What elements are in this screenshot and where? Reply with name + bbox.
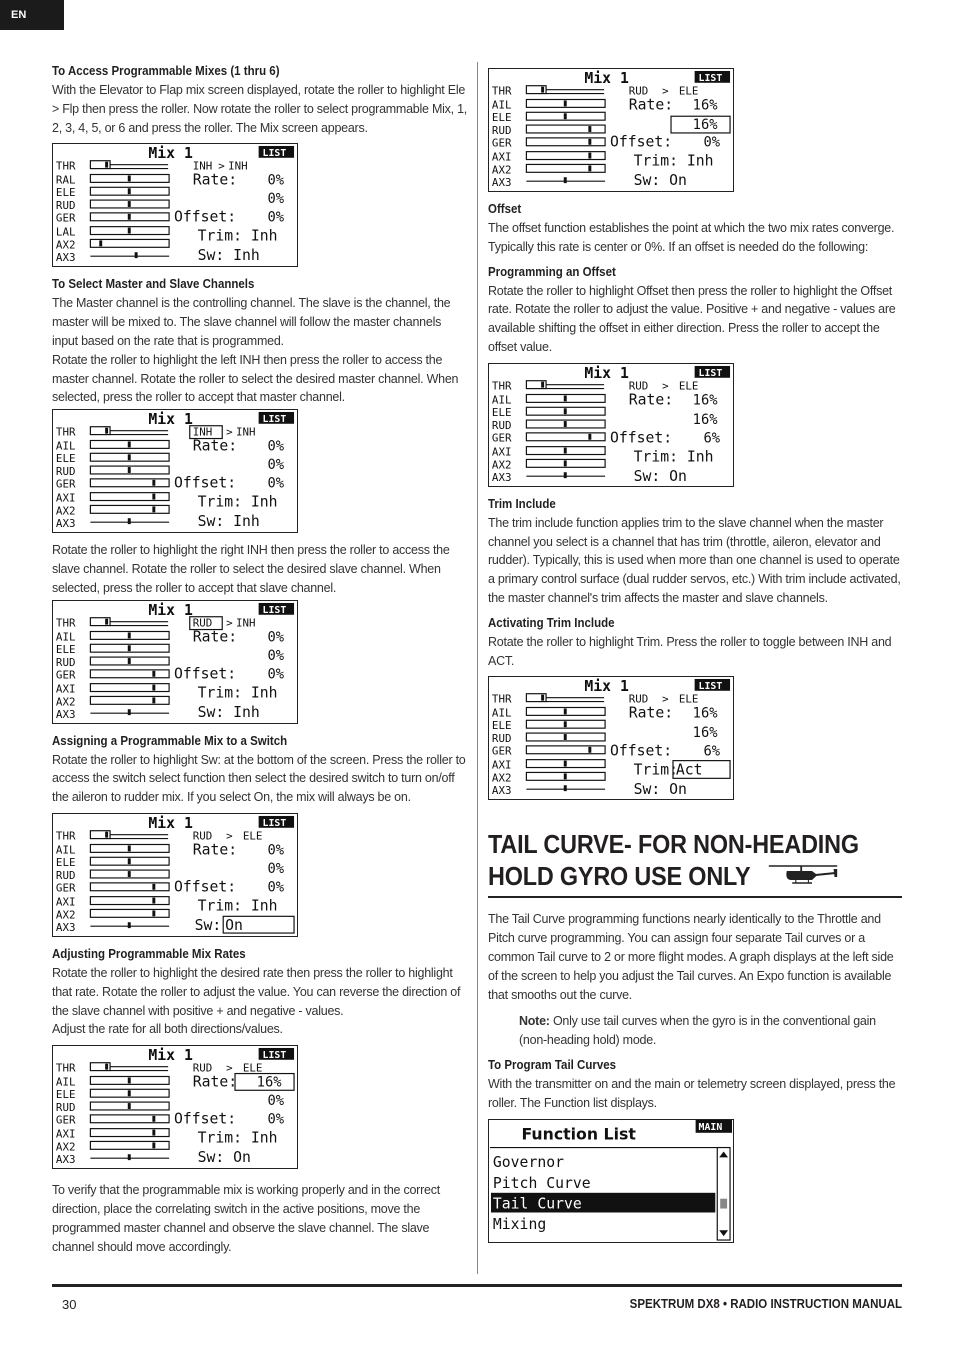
svg-text:AIL: AIL xyxy=(55,843,76,857)
svg-text:GER: GER xyxy=(491,745,512,759)
svg-text:LAL: LAL xyxy=(55,225,76,239)
mix-settings xyxy=(610,693,721,799)
svg-text:16%: 16% xyxy=(692,725,718,742)
svg-text:0%: 0% xyxy=(267,1111,285,1128)
programming-offset-text: Rotate the roller to highlight Offset then press the roller to highlight the Offset rate. Rotate the roller to adjust the value. Positive + and negative - values are available shifting the offset in either direction. Press the roller to accept the offset value. xyxy=(488,283,896,354)
svg-text:INH: INH xyxy=(236,616,256,630)
mix-screen-offset xyxy=(488,363,734,487)
channel-monitor xyxy=(492,379,512,483)
svg-text:Trim: Inh: Trim: Inh xyxy=(197,227,278,245)
svg-text:Offset:: Offset: xyxy=(174,878,237,896)
svg-text:RUD: RUD xyxy=(628,84,649,98)
helicopter-icon xyxy=(765,863,841,887)
svg-text:LIST: LIST xyxy=(262,817,287,829)
svg-text:INH: INH xyxy=(192,159,213,173)
svg-text:ELE: ELE xyxy=(678,84,699,98)
svg-text:16%: 16% xyxy=(692,117,718,134)
svg-text:LIST: LIST xyxy=(698,72,723,84)
svg-text:Offset:: Offset: xyxy=(610,133,673,151)
svg-text:RAL: RAL xyxy=(55,173,76,187)
channel-monitor xyxy=(56,616,76,721)
function-item-pitch-curve: Pitch Curve xyxy=(492,1174,591,1192)
svg-text:Offset:: Offset: xyxy=(174,1110,237,1128)
svg-text:16%: 16% xyxy=(256,1074,282,1091)
svg-text:Sw: On: Sw: On xyxy=(633,467,687,485)
mix-screen-slave-select xyxy=(52,600,298,724)
scroll-up-icon xyxy=(719,1151,728,1157)
svg-text:0%: 0% xyxy=(267,860,285,877)
svg-text:RUD: RUD xyxy=(55,199,76,213)
svg-text:>: > xyxy=(226,1061,233,1075)
svg-text:AX2: AX2 xyxy=(491,458,512,472)
svg-text:AX2: AX2 xyxy=(55,908,76,922)
tail-curve-text: The Tail Curve programming functions nearly identically to the Throttle and Pitch curve programming. You can assign four separate Tail curves or a common Tail curve to 2 or more flight modes. A graph displays at the left side of the screen to help you adjust the Tail curves. An Expo function is available that smooths out the curve. xyxy=(488,912,894,1002)
svg-text:ELE: ELE xyxy=(491,719,512,733)
svg-text:GER: GER xyxy=(491,136,512,150)
switch-heading: Assigning a Programmable Mix to a Switch xyxy=(52,733,288,748)
svg-text:ELE: ELE xyxy=(55,856,76,870)
svg-text:>: > xyxy=(218,159,225,173)
manual-title: SPEKTRUM DX8 • RADIO INSTRUCTION MANUAL xyxy=(629,1297,902,1311)
function-list-title: Function List xyxy=(521,1124,636,1144)
svg-text:16%: 16% xyxy=(692,97,718,114)
svg-text:AX2: AX2 xyxy=(491,771,512,785)
svg-text:AX2: AX2 xyxy=(55,238,76,252)
mix-screen-rate xyxy=(52,1045,298,1169)
svg-text:GER: GER xyxy=(55,1113,76,1127)
programming-offset-heading: Programming an Offset xyxy=(488,264,616,279)
svg-text:Mix 1: Mix 1 xyxy=(148,814,193,832)
svg-text:0%: 0% xyxy=(267,210,285,227)
svg-text:0%: 0% xyxy=(267,457,285,474)
verify-text: To verify that the programmable mix is working properly and in the correct direction, place the correlating switch in the active positions, move the programmed master channel and observe the slave channel. The slave channel should move accordingly. xyxy=(52,1183,440,1254)
main-tab: MAIN xyxy=(698,1121,723,1133)
svg-text:0%: 0% xyxy=(267,647,285,664)
svg-text:RUD: RUD xyxy=(55,655,76,669)
svg-text:Rate:: Rate: xyxy=(192,1073,238,1091)
svg-text:Offset:: Offset: xyxy=(174,474,237,492)
svg-text:0%: 0% xyxy=(267,666,285,683)
svg-text:ELE: ELE xyxy=(55,452,76,466)
svg-text:ELE: ELE xyxy=(491,405,512,419)
channel-monitor xyxy=(56,160,76,264)
svg-text:RUD: RUD xyxy=(491,732,512,746)
svg-text:0%: 0% xyxy=(267,879,285,896)
mix-screen-header xyxy=(584,70,730,87)
footer-rule xyxy=(52,1284,902,1287)
svg-text:>: > xyxy=(226,425,233,439)
svg-text:Offset:: Offset: xyxy=(610,429,673,447)
access-mixes-heading: To Access Programmable Mixes (1 thru 6) xyxy=(52,64,280,78)
offset-text: The offset function establishes the point at which the two mix rates converge. Typically this rate is center or 0%. If an offset is needed do the following: xyxy=(488,221,895,254)
svg-text:LIST: LIST xyxy=(698,367,723,379)
function-item-tail-curve: Tail Curve xyxy=(492,1195,582,1213)
tail-curve-heading xyxy=(488,828,862,892)
mix-screen-header xyxy=(584,678,730,695)
svg-text:Mix 1: Mix 1 xyxy=(148,410,193,428)
svg-text:AIL: AIL xyxy=(491,98,512,112)
svg-text:GER: GER xyxy=(55,881,76,895)
svg-text:>: > xyxy=(662,379,669,393)
svg-text:Sw: On: Sw: On xyxy=(633,781,687,799)
svg-text:0%: 0% xyxy=(267,172,285,189)
channel-monitor xyxy=(56,1062,76,1167)
svg-text:RUD: RUD xyxy=(55,465,76,479)
svg-text:AXI: AXI xyxy=(491,758,512,772)
svg-text:0%: 0% xyxy=(267,438,285,455)
svg-text:Trim:: Trim: xyxy=(633,761,679,779)
svg-text:Trim: Inh: Trim: Inh xyxy=(197,1129,278,1147)
svg-text:RUD: RUD xyxy=(55,868,76,882)
svg-text:AX2: AX2 xyxy=(491,163,512,177)
svg-text:GER: GER xyxy=(491,431,512,445)
svg-text:THR: THR xyxy=(55,1061,76,1075)
svg-text:Mix 1: Mix 1 xyxy=(148,145,193,163)
tail-curve-note xyxy=(488,1012,904,1050)
svg-text:AX3: AX3 xyxy=(55,707,76,721)
svg-text:RUD: RUD xyxy=(628,379,649,393)
scroll-thumb xyxy=(720,1198,727,1208)
svg-text:16%: 16% xyxy=(692,705,718,722)
svg-text:RUD: RUD xyxy=(491,418,512,432)
svg-text:ELE: ELE xyxy=(242,829,263,843)
svg-text:LIST: LIST xyxy=(262,148,287,160)
svg-text:>: > xyxy=(226,616,233,630)
mix-screen-rates-both xyxy=(488,68,734,192)
svg-text:Trim: Inh: Trim: Inh xyxy=(633,152,714,170)
switch-text: Rotate the roller to highlight Sw: at the bottom of the screen. Press the roller to access the switch select function then select the desired switch to turn on/off the aileron to rudder mix. If you select On, the mix will always be on. xyxy=(52,752,466,805)
scroll-down-icon xyxy=(719,1230,728,1236)
svg-text:Sw: On: Sw: On xyxy=(197,1149,251,1167)
svg-text:Rate:: Rate: xyxy=(192,171,238,189)
svg-text:AIL: AIL xyxy=(55,439,76,453)
master-slave-text-2: Rotate the roller to highlight the left INH then press the roller to access the master channel. Rotate the roller to select the desired master channel. When selected, press the roller to accept that master channel. xyxy=(52,352,459,405)
channel-monitor xyxy=(56,830,76,935)
heading-rule xyxy=(488,896,902,898)
mix-screen-header xyxy=(148,815,294,832)
svg-text:ELE: ELE xyxy=(55,642,76,656)
svg-text:Trim: Inh: Trim: Inh xyxy=(197,683,278,701)
mix-settings xyxy=(174,616,285,721)
svg-text:Trim: Inh: Trim: Inh xyxy=(197,897,278,915)
svg-text:LIST: LIST xyxy=(262,1049,287,1061)
access-mixes-text: With the Elevator to Flap mix screen displayed, rotate the roller to highlight Ele > Flp then press the roller. Now rotate the roller to select programmable Mix, 1, 2, 3, 4, 5, or 6 and press the roller. The Mix screen appears. xyxy=(52,83,468,135)
svg-text:Act: Act xyxy=(675,761,703,779)
svg-text:THR: THR xyxy=(491,379,512,393)
mix-settings xyxy=(610,85,721,190)
svg-text:ELE: ELE xyxy=(242,1061,263,1075)
column-divider xyxy=(477,62,478,1274)
svg-text:AXI: AXI xyxy=(491,445,512,459)
svg-text:AX3: AX3 xyxy=(55,1153,76,1167)
program-tail-heading: To Program Tail Curves xyxy=(488,1057,617,1072)
svg-text:RUD: RUD xyxy=(55,1101,76,1115)
left-column xyxy=(52,62,468,1256)
rates-text-2: Adjust the rate for all both directions/values. xyxy=(52,1022,283,1037)
svg-text:>: > xyxy=(226,829,233,843)
svg-text:AXI: AXI xyxy=(55,1127,76,1141)
tail-curve-heading-line-1: TAIL CURVE- FOR NON-HEADING xyxy=(488,829,859,860)
channel-monitor xyxy=(492,693,512,798)
svg-text:0%: 0% xyxy=(703,134,721,151)
svg-text:Sw: Inh: Sw: Inh xyxy=(197,703,260,721)
svg-text:AX3: AX3 xyxy=(491,784,512,798)
svg-text:AX3: AX3 xyxy=(55,251,76,265)
svg-text:0%: 0% xyxy=(267,475,285,492)
svg-text:THR: THR xyxy=(491,84,512,98)
rates-heading: Adjusting Programmable Mix Rates xyxy=(52,946,246,961)
mix-settings xyxy=(174,1062,285,1167)
svg-text:AX3: AX3 xyxy=(491,176,512,190)
note-text: Only use tail curves when the gyro is in the conventional gain (non-heading hold) mode. xyxy=(519,1014,876,1048)
svg-text:RUD: RUD xyxy=(192,616,213,630)
svg-text:Rate:: Rate: xyxy=(192,437,238,455)
svg-text:Rate:: Rate: xyxy=(192,841,238,859)
mix-screen-header xyxy=(584,365,730,382)
mix-screen-inh xyxy=(52,143,298,267)
svg-text:AXI: AXI xyxy=(55,491,76,505)
mix-screen-header xyxy=(148,1047,294,1064)
mix-screen-trim-act xyxy=(488,676,734,800)
svg-text:LIST: LIST xyxy=(262,604,287,616)
svg-text:AX3: AX3 xyxy=(55,921,76,935)
svg-text:AIL: AIL xyxy=(55,1075,76,1089)
svg-text:AXI: AXI xyxy=(491,150,512,164)
svg-text:Mix 1: Mix 1 xyxy=(584,678,629,696)
function-item-mixing: Mixing xyxy=(492,1215,547,1233)
svg-text:INH: INH xyxy=(236,425,256,439)
svg-text:RUD: RUD xyxy=(192,829,213,843)
svg-text:AIL: AIL xyxy=(491,706,512,720)
svg-text:AIL: AIL xyxy=(55,629,76,643)
svg-text:Offset:: Offset: xyxy=(174,209,237,227)
svg-text:ELE: ELE xyxy=(678,379,699,393)
svg-text:AXI: AXI xyxy=(55,682,76,696)
svg-text:Rate:: Rate: xyxy=(628,96,674,114)
svg-text:THR: THR xyxy=(491,692,512,706)
svg-text:16%: 16% xyxy=(692,392,718,409)
svg-text:Rate:: Rate: xyxy=(192,627,238,645)
activating-trim-heading: Activating Trim Include xyxy=(488,615,615,630)
svg-text:0%: 0% xyxy=(267,842,285,859)
svg-text:Rate:: Rate: xyxy=(628,704,674,722)
svg-text:Sw: Inh: Sw: Inh xyxy=(197,247,260,265)
mix-settings xyxy=(610,379,721,484)
svg-text:Offset:: Offset: xyxy=(174,665,237,683)
svg-text:RUD: RUD xyxy=(192,1061,213,1075)
svg-text:AXI: AXI xyxy=(55,895,76,909)
svg-text:ELE: ELE xyxy=(678,692,699,706)
channel-monitor xyxy=(56,426,76,530)
svg-text:AIL: AIL xyxy=(491,393,512,407)
page-number: 30 xyxy=(62,1297,77,1312)
note-label: Note: xyxy=(519,1014,550,1029)
svg-text:LIST: LIST xyxy=(262,413,287,425)
svg-text:GER: GER xyxy=(55,212,76,226)
svg-text:AX2: AX2 xyxy=(55,504,76,518)
mix-screen-master-select xyxy=(52,409,298,533)
svg-text:AX2: AX2 xyxy=(55,1140,76,1154)
svg-text:Sw: On: Sw: On xyxy=(633,172,687,190)
svg-text:INH: INH xyxy=(192,425,213,439)
svg-text:RUD: RUD xyxy=(628,692,649,706)
svg-text:Rate:: Rate: xyxy=(628,391,674,409)
function-items xyxy=(491,1154,715,1233)
svg-text:GER: GER xyxy=(55,668,76,682)
svg-text:ELE: ELE xyxy=(55,186,76,200)
svg-text:AX3: AX3 xyxy=(491,470,512,484)
activating-trim-text: Rotate the roller to highlight Trim. Press the roller to toggle between INH and ACT. xyxy=(488,634,892,668)
svg-text:>: > xyxy=(662,692,669,706)
master-slave-heading: To Select Master and Slave Channels xyxy=(52,277,255,292)
mix-settings xyxy=(174,830,285,935)
svg-text:Sw: Inh: Sw: Inh xyxy=(197,513,260,531)
svg-text:>: > xyxy=(662,84,669,98)
master-slave-text-1: The Master channel is the controlling channel. The slave is the channel, the master will be mixed to. The slave channel will follow the master channels input based on the rate that is programmed. xyxy=(52,296,451,348)
svg-text:6%: 6% xyxy=(703,430,721,447)
svg-text:0%: 0% xyxy=(267,191,285,208)
svg-text:Sw:: Sw: xyxy=(194,917,222,935)
svg-text:ELE: ELE xyxy=(491,111,512,125)
svg-text:AX2: AX2 xyxy=(55,694,76,708)
right-column xyxy=(488,68,904,1251)
svg-text:RUD: RUD xyxy=(491,123,512,137)
offset-heading: Offset xyxy=(488,202,522,216)
svg-text:LIST: LIST xyxy=(698,681,723,693)
svg-text:Mix 1: Mix 1 xyxy=(584,364,629,382)
svg-text:0%: 0% xyxy=(267,1093,285,1110)
svg-text:Mix 1: Mix 1 xyxy=(148,601,193,619)
svg-text:AX3: AX3 xyxy=(55,517,76,531)
svg-text:16%: 16% xyxy=(692,411,718,428)
svg-text:THR: THR xyxy=(55,425,76,439)
mix-settings xyxy=(174,160,285,265)
function-item-governor: Governor xyxy=(492,1153,564,1171)
svg-text:On: On xyxy=(225,917,243,935)
master-slave-text-3: Rotate the roller to highlight the right INH then press the roller to access the slave channel. Rotate the roller to select the desired slave channel. When selected, press the roller to accept that slave channel. xyxy=(52,543,450,595)
svg-text:Offset:: Offset: xyxy=(610,743,673,761)
svg-text:THR: THR xyxy=(55,159,76,173)
svg-text:ELE: ELE xyxy=(55,1088,76,1102)
mix-screen-switch xyxy=(52,813,298,937)
svg-text:Trim: Inh: Trim: Inh xyxy=(197,493,278,511)
svg-text:THR: THR xyxy=(55,616,76,630)
svg-text:GER: GER xyxy=(55,477,76,491)
svg-text:INH: INH xyxy=(228,159,248,173)
svg-text:Mix 1: Mix 1 xyxy=(584,69,629,87)
program-tail-text: With the transmitter on and the main or telemetry screen displayed, press the roller. The Function list displays. xyxy=(488,1076,896,1110)
trim-include-heading: Trim Include xyxy=(488,496,556,511)
svg-text:Trim: Inh: Trim: Inh xyxy=(633,448,714,466)
function-list-screen xyxy=(488,1119,734,1243)
svg-text:THR: THR xyxy=(55,829,76,843)
rates-text-1: Rotate the roller to highlight the desired rate then press the roller to highlight that rate. Rotate the roller to adjust the value. You can reverse the direction of the slave channel with positive + and negative - values. xyxy=(52,965,461,1018)
svg-text:0%: 0% xyxy=(267,628,285,645)
svg-text:6%: 6% xyxy=(703,744,721,761)
mix-settings xyxy=(174,426,285,531)
tail-curve-heading-line-2: HOLD GYRO USE ONLY xyxy=(488,861,751,892)
svg-text:Mix 1: Mix 1 xyxy=(148,1046,193,1064)
channel-monitor xyxy=(492,85,512,190)
language-tab: EN xyxy=(0,0,64,30)
trim-include-text: The trim include function applies trim to the slave channel when the master channel you select is a channel that has trim (throttle, aileron, elevator and rudder). Typically, this is used when more than one channel is used to operate a primary control surface (dual rudder servos, etc.) With trim include activated, the master channel's trim affects the master and slave channels. xyxy=(488,515,901,605)
